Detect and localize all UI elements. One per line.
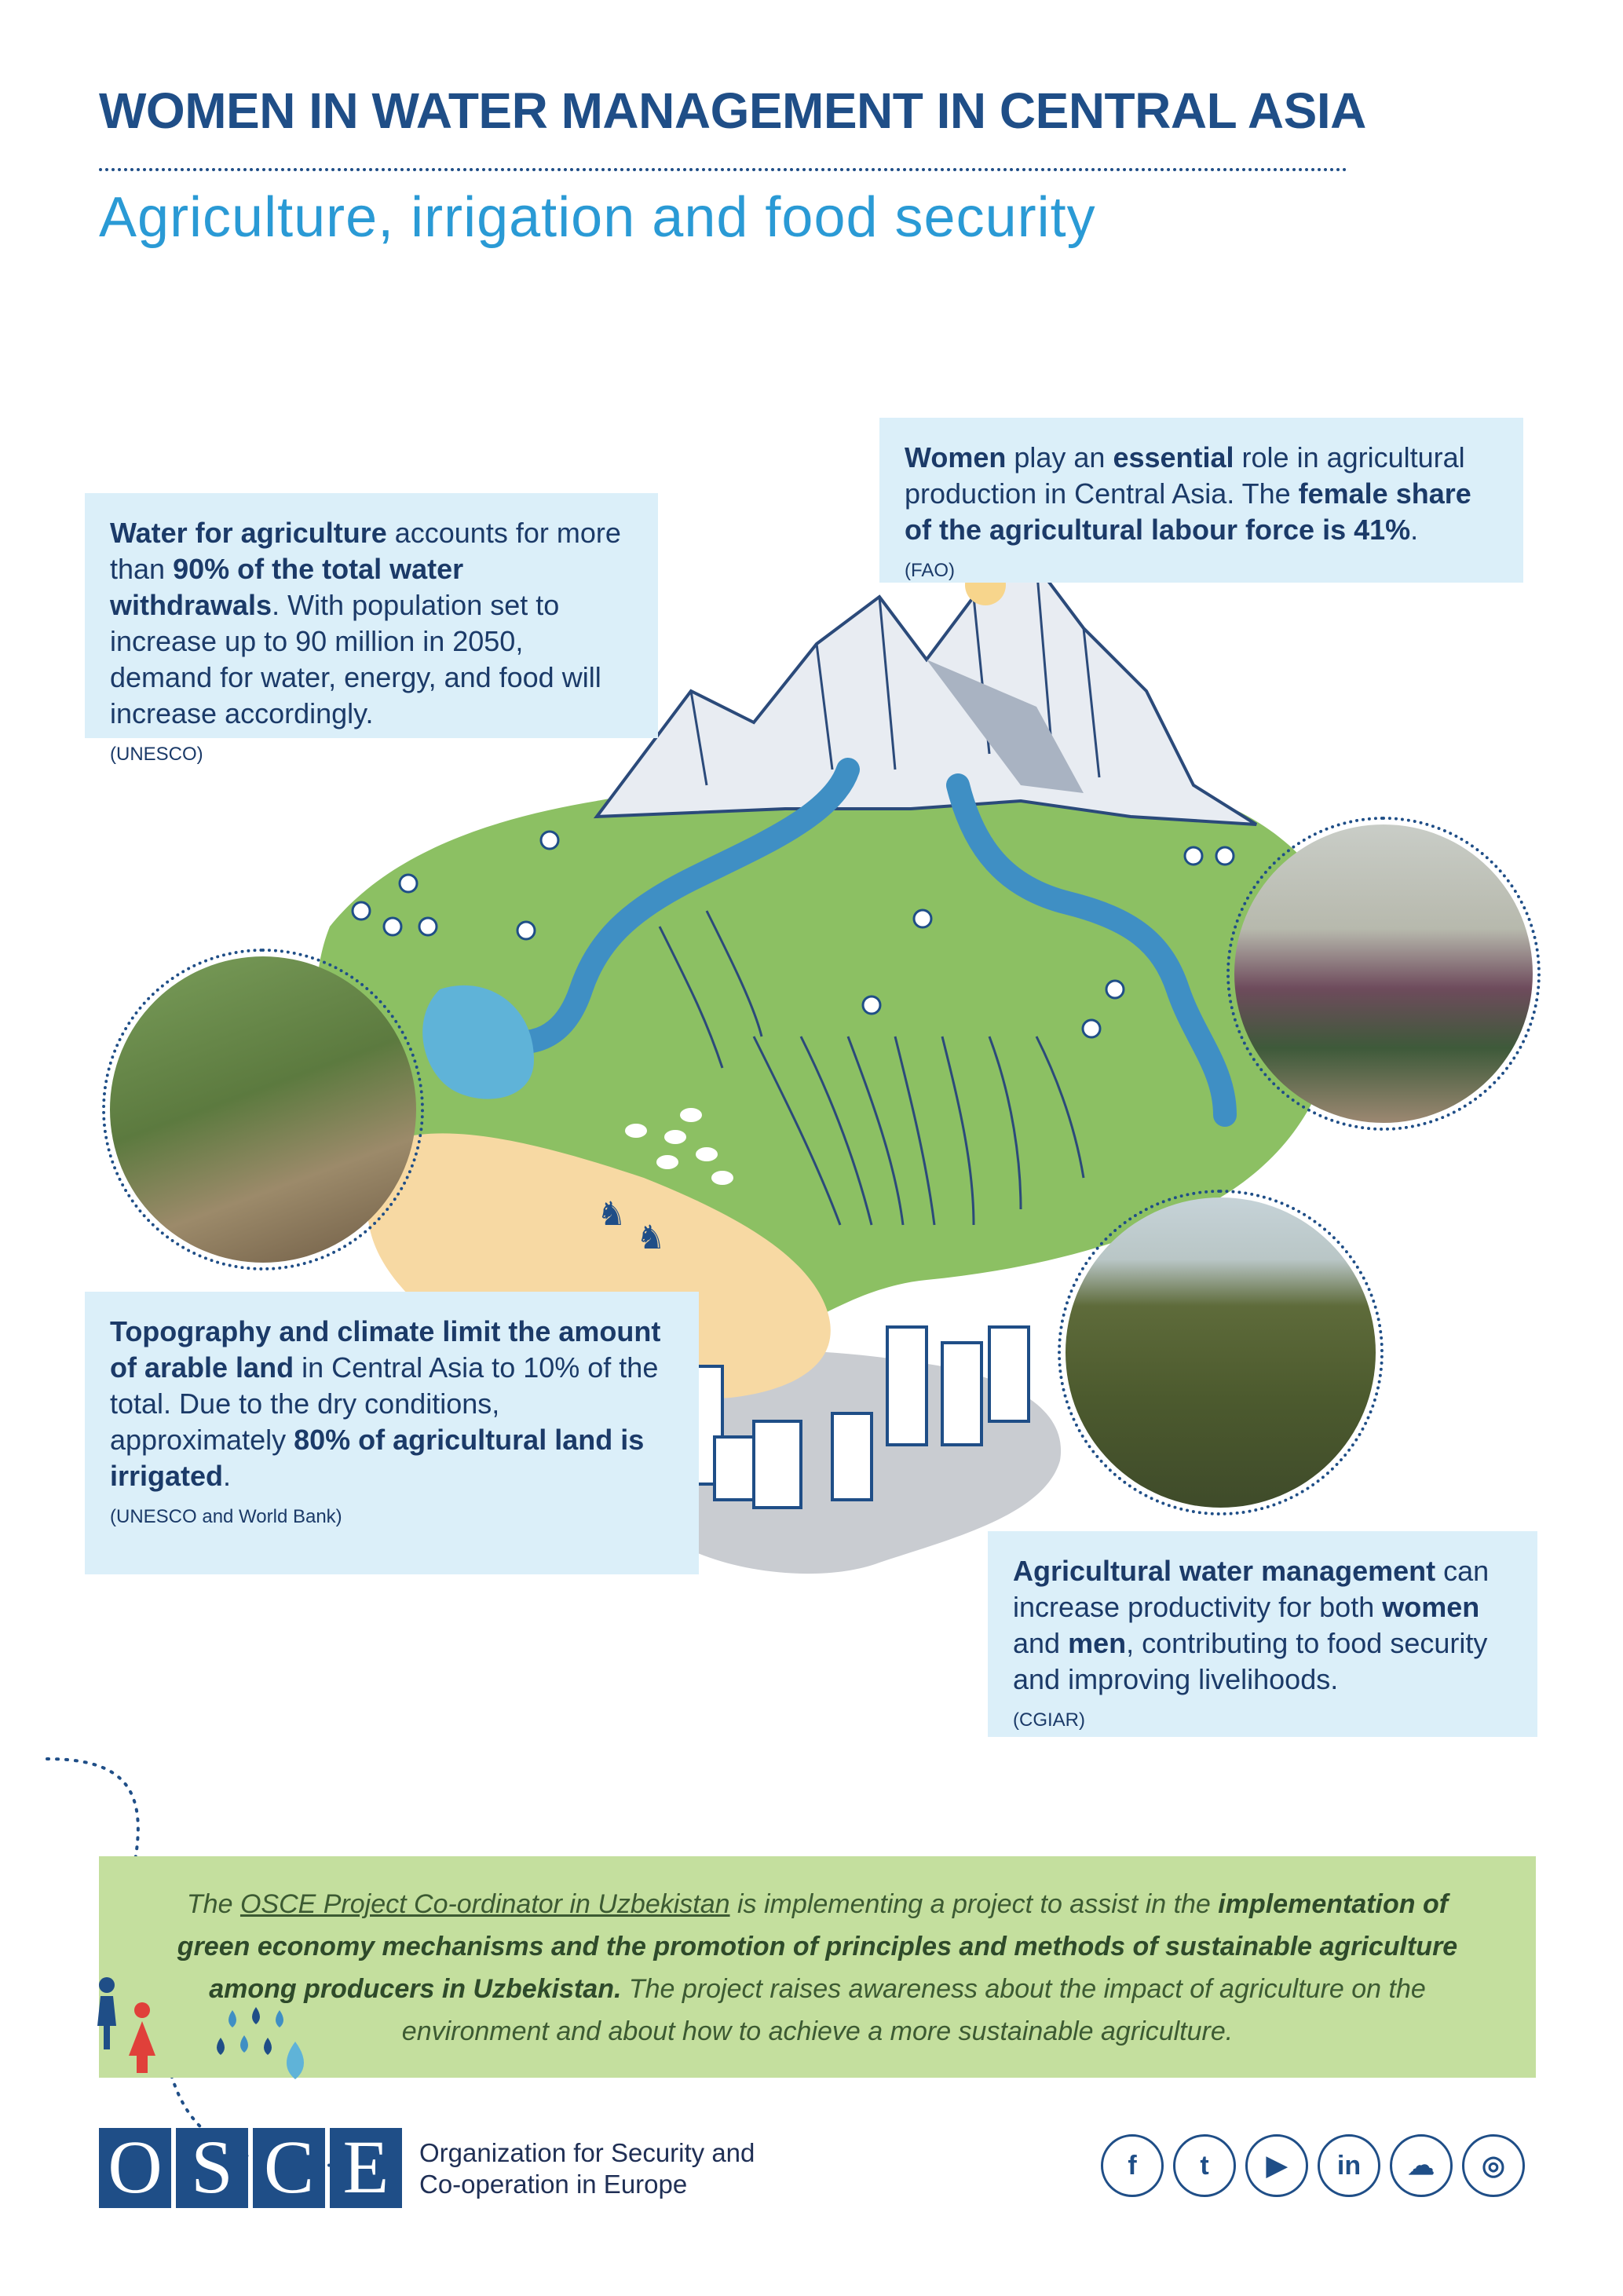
callout-management-text-2: and	[1013, 1627, 1069, 1659]
callout-women-role	[879, 418, 1523, 583]
logo-letter: O	[99, 2128, 171, 2208]
callout-water-for-agriculture	[85, 493, 658, 765]
photo-frame	[102, 949, 424, 1270]
project-text-1: The	[186, 1889, 240, 1919]
callout-management-text-1: can increase productivity for both	[1013, 1555, 1490, 1623]
twitter-icon[interactable]: t	[1173, 2134, 1236, 2197]
callout-topography-bold-1: Topography and climate limit the amount of arable land	[110, 1315, 661, 1384]
callout-management-bold-1: Agricultural water management	[1013, 1555, 1436, 1587]
water-drops-icon	[217, 2007, 304, 2079]
callout-water-text-1: accounts for more than	[110, 517, 621, 585]
linkedin-icon[interactable]: in	[1318, 2134, 1380, 2197]
organization-name-line-2: Co-operation in Europe	[419, 2170, 688, 2199]
page-subtitle: Agriculture, irrigation and food security	[99, 186, 1096, 249]
organization-name	[419, 2137, 755, 2200]
woman-man-icon	[97, 1977, 155, 2073]
camel-icon: ♞	[636, 1219, 666, 1256]
logo-letter: C	[253, 2128, 325, 2208]
photo-frame	[1058, 1190, 1384, 1515]
instagram-icon[interactable]: ◎	[1462, 2134, 1525, 2197]
callout-management-text-3: , contributing to food security and improving livelihoods.	[1013, 1627, 1488, 1695]
gender-water-icons	[83, 1963, 334, 2120]
callout-management-bold-2: women	[1382, 1591, 1480, 1623]
callout-topography-text-1: in Central Asia to 10% of the total. Due to the dry conditions, approximately	[110, 1351, 659, 1456]
project-link[interactable]: OSCE Project Co-ordinator in Uzbekistan	[239, 1889, 730, 1919]
callout-topography	[85, 1292, 699, 1574]
callout-women-bold-3: female share of the agricultural labour force is 41%	[905, 477, 1471, 546]
callout-water-source: (UNESCO)	[110, 744, 203, 765]
callout-water-management	[988, 1531, 1537, 1737]
callout-topography-bold-2: 80% of agricultural land is irrigated	[110, 1424, 645, 1492]
callout-women-text-1: play an	[1006, 441, 1113, 473]
soundcloud-icon[interactable]: ☁	[1390, 2134, 1453, 2197]
facebook-icon[interactable]: f	[1101, 2134, 1164, 2197]
callout-water-text-2: . With population set to increase up to 90 million in 2050, demand for water, energy, and food will increase accordingly.	[110, 589, 601, 729]
callout-women-text-2: role in agricultural production in Central Asia. The	[905, 441, 1465, 510]
organization-name-line-1: Organization for Security and	[419, 2138, 755, 2167]
callout-management-bold-3: men	[1068, 1627, 1127, 1659]
page-title: WOMEN IN WATER MANAGEMENT IN CENTRAL ASIA	[99, 82, 1366, 139]
project-text-2: is implementing a project to assist in the	[729, 1889, 1219, 1919]
callout-topography-text-2: .	[223, 1460, 232, 1492]
mountain-range	[597, 565, 1256, 824]
youtube-icon[interactable]: ▶	[1245, 2134, 1308, 2197]
callout-women-text-3: .	[1410, 514, 1419, 546]
logo-letter: S	[176, 2128, 248, 2208]
callout-management-source: (CGIAR)	[1013, 1709, 1085, 1731]
callout-water-bold-2: 90% of the total water withdrawals	[110, 553, 464, 621]
callout-water-bold-1: Water for agriculture	[110, 517, 387, 549]
callout-women-source: (FAO)	[905, 560, 955, 581]
camel-icon: ♞	[597, 1195, 627, 1232]
logo-letter: E	[330, 2128, 402, 2208]
project-bold: implementation of green economy mechanisms and the promotion of principles and methods of sustainable agriculture among producers in Uzbekistan.	[177, 1889, 1458, 2004]
project-text-3: The project raises awareness about the impact of agriculture on the environment and about how to achieve a more sustainable agriculture.	[401, 1974, 1426, 2046]
callout-women-bold-2: essential	[1113, 441, 1234, 473]
callout-topography-source: (UNESCO and World Bank)	[110, 1506, 342, 1527]
callout-women-bold-1: Women	[905, 441, 1007, 473]
photo-frame	[1226, 817, 1541, 1131]
osce-logo	[99, 2125, 407, 2209]
